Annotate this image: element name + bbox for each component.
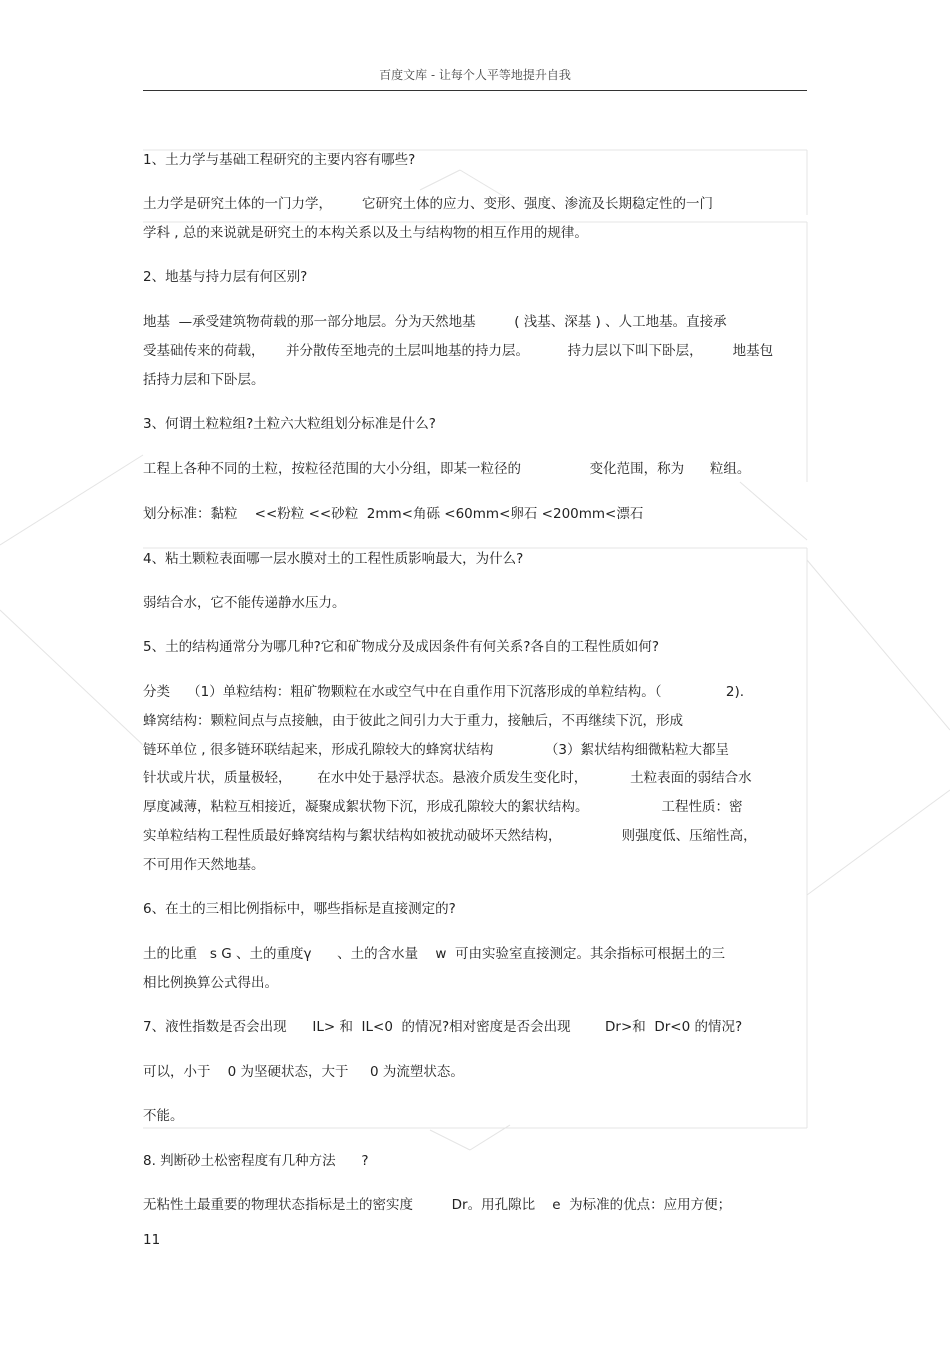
answer-3-line-2: 划分标准：黏粒 <<粉粒 <<砂粒 2mm<角砾 <60mm<卵石 <200mm<漂石 [143, 506, 644, 522]
question-7: 7、液性指数是否会出现 IL> 和 IL<0 的情况?相对密度是否会出现 Dr>和 Dr<0 的情况? [143, 1019, 743, 1035]
question-4: 4、粘土颗粒表面哪一层水膜对土的工程性质影响最大，为什么? [143, 551, 524, 567]
answer-1-line-1: 土力学是研究土体的一门力学， 它研究土体的应力、变形、强度、渗流及长期稳定性的一门 [143, 196, 714, 212]
answer-1-line-2: 学科 , 总的来说就是研究土的本构关系以及土与结构物的相互作用的规律。 [143, 225, 588, 241]
answer-7-line-1: 可以，小于 0 为坚硬状态，大于 0 为流塑状态。 [143, 1064, 464, 1080]
question-2: 2、地基与持力层有何区别? [143, 269, 308, 285]
answer-6-line-2: 相比例换算公式得出。 [143, 975, 278, 991]
answer-4: 弱结合水，它不能传递静水压力。 [143, 595, 346, 611]
question-3: 3、何谓土粒粒组?土粒六大粒组划分标准是什么? [143, 416, 436, 432]
page-number: 11 [143, 1232, 161, 1248]
answer-5-line-1: 分类 （1）单粒结构：粗矿物颗粒在水或空气中在自重作用下沉落形成的单粒结构。（ 2). [143, 684, 745, 700]
answer-8-line-1: 无粘性土最重要的物理状态指标是土的密实度 Dr。用孔隙比 e 为标准的优点：应用方便； [143, 1197, 732, 1213]
question-6: 6、在土的三相比例指标中，哪些指标是直接测定的? [143, 901, 456, 917]
answer-2-line-1: 地基 —承受建筑物荷载的那一部分地层。分为天然地基 ( 浅基、深基 ) 、人工地基。直接承 [143, 314, 727, 330]
question-5: 5、土的结构通常分为哪几种?它和矿物成分及成因条件有何关系?各自的工程性质如何? [143, 639, 660, 655]
question-8: 8. 判断砂土松密程度有几种方法 ? [143, 1153, 369, 1169]
page-header: 百度文库 - 让每个人平等地提升自我 [379, 68, 571, 82]
answer-5-line-4: 针状或片状，质量极轻， 在水中处于悬浮状态。悬液介质发生变化时， 土粒表面的弱结合水 [143, 770, 752, 786]
answer-3-line-1: 工程上各种不同的土粒，按粒径范围的大小分组，即某一粒径的 变化范围，称为 粒组。 [143, 461, 751, 477]
answer-5-line-7: 不可用作天然地基。 [143, 857, 265, 873]
header-divider [143, 90, 807, 91]
answer-5-line-5: 厚度减薄，粘粒互相接近，凝聚成絮状物下沉，形成孔隙较大的絮状结构。 工程性质：密 [143, 799, 743, 815]
question-1: 1、土力学与基础工程研究的主要内容有哪些? [143, 152, 416, 168]
answer-5-line-2: 蜂窝结构：颗粒间点与点接触，由于彼此之间引力大于重力，接触后，不再继续下沉，形成 [143, 713, 683, 729]
answer-6-line-1: 土的比重 s G 、土的重度γ 、土的含水量 w 可由实验室直接测定。其余指标可根据土的三 [143, 946, 725, 962]
answer-2-line-3: 括持力层和下卧层。 [143, 372, 265, 388]
answer-2-line-2: 受基础传来的荷载， 并分散传至地壳的土层叫地基的持力层。 持力层以下叫下卧层， 地基包 [143, 343, 774, 359]
answer-7-line-2: 不能。 [143, 1108, 184, 1124]
answer-5-line-6: 实单粒结构工程性质最好蜂窝结构与絮状结构如被扰动破坏天然结构， 则强度低、压缩性高， [143, 828, 757, 844]
answer-5-line-3: 链环单位 , 很多链环联结起来，形成孔隙较大的蜂窝状结构 （3）絮状结构细微粘粒大都呈 [143, 742, 729, 758]
